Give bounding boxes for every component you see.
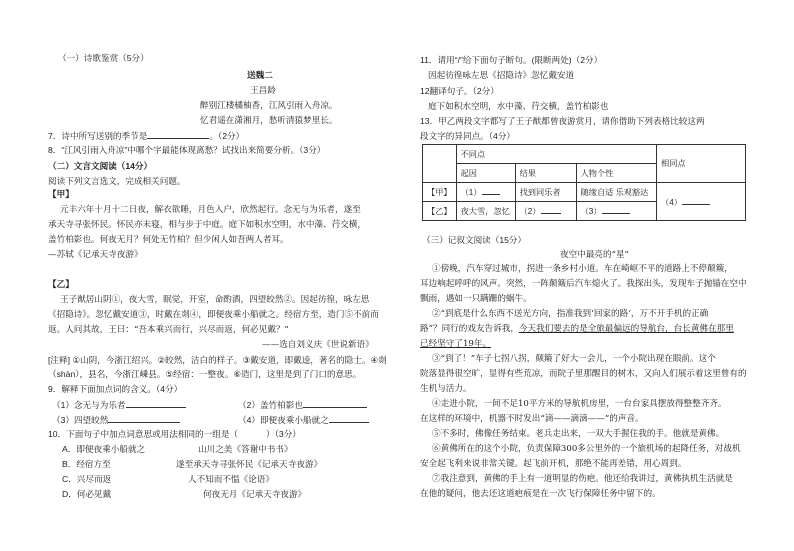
- header-person: 人物个性: [576, 164, 656, 183]
- cell-same[interactable]: [657, 183, 746, 221]
- essay-line-5-text: 路”？同行的戏友告诉我，: [420, 324, 519, 334]
- question-8: 8．“江风引雨入舟凉”中哪个字最能体现离愁？试找出来简要分析。（3分）: [48, 145, 326, 155]
- essay-line-14: 安全起飞利来说非常关键。起飞前开机，那绝不能再差错，用心周到。: [420, 459, 687, 469]
- blank-2[interactable]: [541, 205, 561, 214]
- essay-underlined-sentence: 今天我们要去的是全旅最偏远的导航台，台长黄佛在那里: [518, 324, 734, 334]
- essay-line-5: [420, 324, 734, 335]
- q7-text: 7．诗中所写送别的季节是: [48, 131, 148, 141]
- cell-jia-result: 找到同乐者: [515, 183, 576, 202]
- section-3-title: （三）记叙文阅读（15分）: [422, 235, 527, 245]
- essay-line-10: ④走进小院，一间不足10平方米的导航机房里，一台台家具摆放得整整齐齐。: [432, 399, 727, 409]
- passage-jia-label: 【甲】: [48, 190, 74, 200]
- q10-points: ）（3分）: [266, 429, 301, 439]
- essay-line-12: ⑤不多时，佛像任务结束。老兵走出来，一双大手握住我的手。他就是黄佛。: [432, 429, 725, 439]
- cell-yi-result-text: （2）: [519, 207, 541, 216]
- cell-jia-cause[interactable]: [456, 183, 515, 202]
- q10-option-c: C．兴尽而返: [62, 474, 112, 484]
- blank-1[interactable]: [482, 186, 500, 195]
- essay-line-3: 飘雨，遇如一只蹒跚的蜗牛。: [420, 294, 532, 304]
- poem-author: 王昌龄: [250, 86, 276, 96]
- row-jia-label: 【甲】: [423, 183, 457, 202]
- q9-item-2-text: （2）盖竹柏影也: [238, 400, 303, 410]
- q10-option-b-pair: 遂至承天寺寻张怀民《记承天寺夜游》: [176, 459, 323, 469]
- reading-instruction: 阅读下列文言选文，完成相关问题。: [48, 176, 186, 186]
- essay-line-15: ⑦我注意到，黄佛的手上有一道明显的伤疤。他还给我讲过，黄佛执机生活就是: [432, 474, 733, 484]
- q7-points: 。（2分）: [209, 131, 245, 141]
- q9-item-3-blank[interactable]: [108, 414, 180, 423]
- essay-line-1: ①傍晚，汽车穿过城市，拐进一条乡村小道。车在崎岖不平的道路上不停颠簸，: [432, 264, 733, 274]
- poem-line-1: 醉别江楼橘柚香，江风引雨入舟凉。: [200, 101, 338, 111]
- essay-line-9: 生机与活力。: [420, 384, 472, 394]
- essay-title: 夜空中最亮的“星”: [560, 250, 629, 260]
- passage-jia-source: —苏轼《记承天寺夜游》: [48, 250, 143, 260]
- comparison-table: [422, 144, 746, 221]
- header-result: 结果: [515, 164, 576, 183]
- q10-option-d-pair: 何夜无月《记承天寺夜游》: [203, 489, 307, 499]
- q9-item-4: [238, 414, 369, 426]
- essay-line-8: 院落显得很空旷，显得有些荒凉，而院子里那醒目的树木，又向人们展示着这里曾有的: [420, 369, 747, 379]
- passage-jia-line-2: 承天寺寻张怀民。怀民亦未寝，相与步于中庭。庭下如积水空明，水中藻、荇交横，: [48, 220, 366, 230]
- passage-yi-source: ——选自刘义庆《世说新语》: [262, 340, 374, 350]
- question-11: 11．请用“/”给下面句子断句。(限断两处)（2分）: [420, 55, 603, 65]
- q9-item-4-text: （4）即便夜乘小船就之: [238, 415, 329, 425]
- table-corner-cell: [423, 145, 457, 183]
- poem-title: 送魏二: [247, 71, 273, 81]
- q9-item-3-text: （3）四望皎然: [52, 415, 109, 425]
- q10-option-b: B．经宿方至: [62, 459, 111, 469]
- q9-item-2-blank[interactable]: [303, 399, 367, 408]
- cell-yi-person-text: （3）: [580, 207, 602, 216]
- question-7: [48, 130, 244, 142]
- essay-line-13: ⑥黄佛所在的这个小院，负责保障300多公里外的一个旅机场的起降任务，对战机: [432, 444, 741, 454]
- blank-4[interactable]: [682, 196, 710, 205]
- essay-line-2: 耳边响起呼呼的风声。突然，一阵颠簸后汽车熄火了。我探出头，发现车子抛锚在空中: [420, 279, 747, 289]
- header-diff: 不同点: [456, 145, 656, 164]
- cell-yi-cause: 夜大雪，忽忆: [456, 202, 515, 221]
- passage-jia-line-3: 盖竹柏影也。何夜无月？何处无竹柏？但少闲人如吾两人者耳。: [48, 235, 289, 245]
- essay-line-7: ③“到了！”车子七拐八拐，颠簸了好大一会儿，一个小院出现在眼前。这个: [432, 354, 716, 364]
- passage-yi-line-3: 返。人问其故，王曰：“吾本乘兴而行，兴尽而返，何必见戴？”: [48, 325, 289, 335]
- cell-yi-result[interactable]: [515, 202, 576, 221]
- q9-item-3: [52, 414, 180, 426]
- q9-item-1-blank[interactable]: [126, 399, 186, 408]
- cell-yi-person[interactable]: [576, 202, 656, 221]
- question-13-line-1: 13．甲乙两段文字都写了王子猷都曾夜游赏月，请你借助下列表格比较这两: [420, 116, 705, 126]
- question-13-line-2: 段文字的异同点。（4分）: [420, 131, 516, 141]
- annotation-line-1: [注释] ①山阴，今浙江绍兴。②皎然，洁白的样子。③戴安道，即戴逵，著名的隐士。④剡: [48, 355, 387, 365]
- passage-yi-label: 【乙】: [48, 280, 74, 290]
- q9-item-2: [238, 399, 367, 411]
- q11-sentence: 因起彷徨咏左思《招隐诗》忽忆戴安道: [428, 70, 575, 80]
- question-9: 9．解释下面加点词的含义。（4分）: [48, 384, 183, 394]
- question-10: [48, 429, 301, 440]
- passage-yi-line-2: 《招隐诗》。忽忆戴安道③，时戴在剡④，即便夜乘小船就之。经宿方至，造门⑤不前而: [48, 310, 379, 320]
- row-yi-label: 【乙】: [423, 202, 457, 221]
- q10-option-a: A．即便夜乘小船就之: [62, 444, 146, 454]
- passage-yi-line-1: 王子猷居山阴①，夜大雪，眠觉，开室，命酌酒，四望皎然②。因起彷徨，咏左思: [60, 295, 370, 305]
- blank-3[interactable]: [602, 205, 630, 214]
- essay-line-4: ②“到底是什么东西不送光方向，指准我到‘回家的路’，万不开手机的正确: [432, 309, 709, 319]
- question-12: 12翻译句子。（2分）: [420, 86, 499, 96]
- q9-item-1-text: （1）念无与为乐者: [52, 400, 126, 410]
- essay-line-11: 在这样的环境中，机器不时发出“滴——滴滴——”的声音。: [420, 414, 644, 424]
- cell-jia-person: 随缘自适 乐观豁达: [576, 183, 656, 202]
- q12-sentence: 庭下如积水空明，水中藻、荇交横，盖竹柏影也: [428, 101, 609, 111]
- q9-item-1: [52, 399, 186, 411]
- cell-same-text: （4）: [661, 197, 682, 207]
- essay-line-16: 在他的疑问，他去还这道疤痕是在一次飞行保障任务中留下的。: [420, 489, 661, 499]
- q10-option-c-pair: 人不知而不愠《论语》: [188, 474, 274, 484]
- q9-item-4-blank[interactable]: [329, 414, 369, 423]
- q10-option-d: D．何必见戴: [62, 489, 112, 499]
- header-cause: 起因: [456, 164, 515, 183]
- essay-underlined-sentence-end: 已经坚守了19年。: [420, 339, 492, 349]
- q10-text: 10．下面句子中加点词意思或用法相同的一组是（: [48, 429, 239, 439]
- header-same: 相同点: [657, 145, 746, 183]
- annotation-line-2: （shàn），县名，今浙江嵊县。⑤经宿：一整夜。⑥造门，这里是到了门口的意思。: [48, 369, 362, 379]
- passage-jia-line-1: 元丰六年十月十二日夜，解衣欲睡，月色入户，欣然起行。念无与为乐者，遂至: [60, 205, 361, 215]
- section-2-title: （二）文言文阅读（14分）: [48, 161, 153, 171]
- poem-line-2: 忆君遥在潇湘月，愁听清猿梦里长。: [200, 116, 338, 126]
- q7-answer-blank[interactable]: [147, 130, 209, 139]
- section-1-title: （一）诗歌鉴赏（5分）: [58, 53, 149, 63]
- q10-option-a-pair: 山川之美《答谢中书书》: [198, 444, 293, 454]
- cell-jia-cause-text: （1）: [460, 188, 482, 197]
